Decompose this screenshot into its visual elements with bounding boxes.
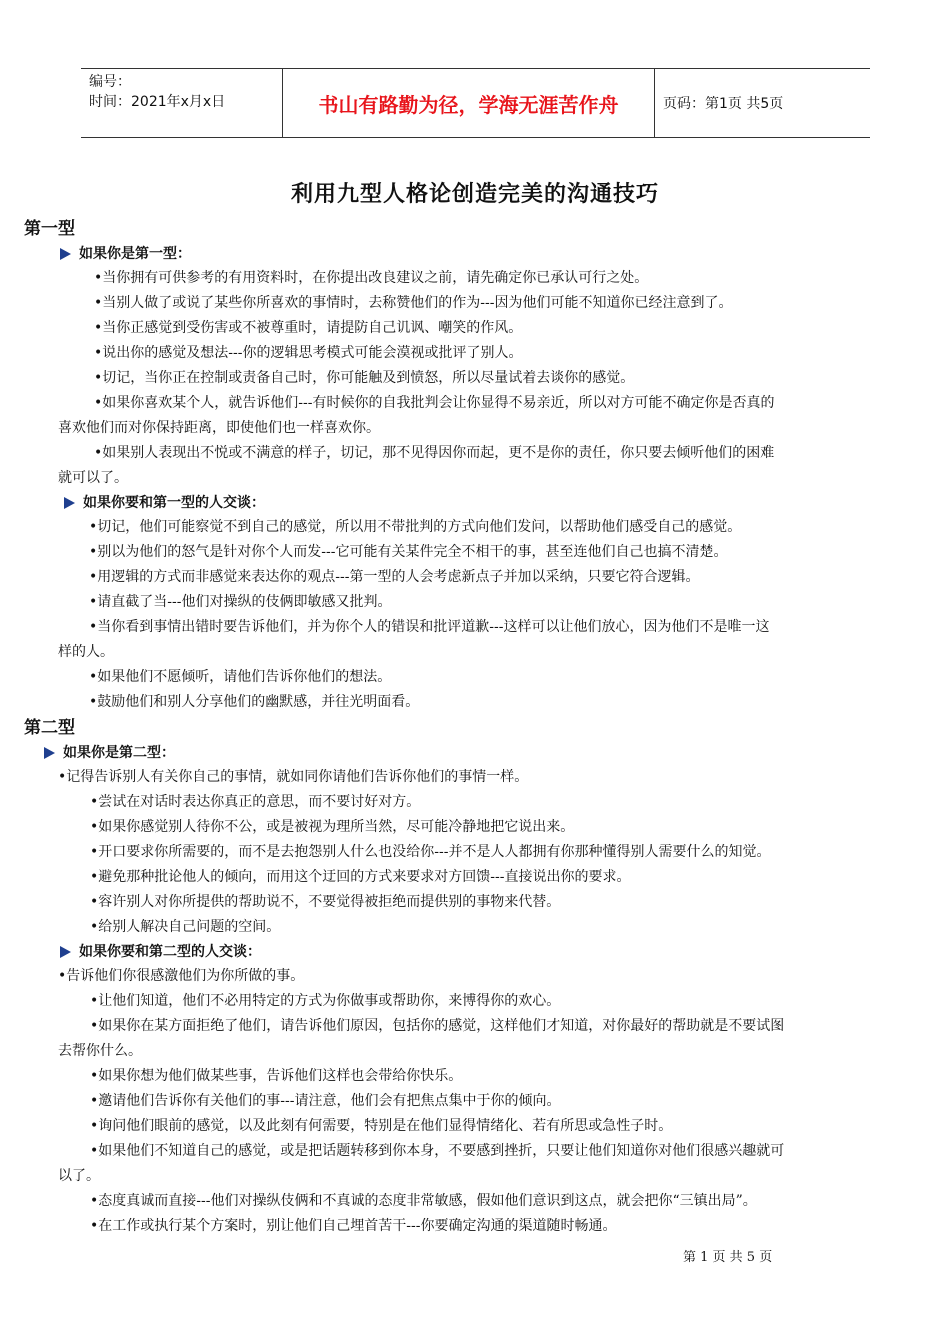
list-item-text: •切记，当你正在控制或责备自己时，你可能触及到愤怒，所以尽量试着去谈你的感觉。: [94, 370, 635, 386]
list-item-text: •如果他们不知道自己的感觉，或是把话题转移到你本身，不要感到挫折，只要让他们知道你对他们很感兴趣就可: [90, 1143, 785, 1159]
document-title: 利用九型人格论创造完美的沟通技巧: [290, 182, 659, 207]
list-item: [0, 1014, 928, 1064]
subsection-label: 如果你是第二型：: [63, 745, 175, 761]
list-item-text: •告诉他们你很感激他们为你所做的事。: [58, 968, 305, 984]
document-date: 时间：2021年x月x日: [89, 94, 226, 110]
subsection-heading: [44, 741, 950, 765]
list-item-text: •当你正感觉到受伤害或不被尊重时，请提防自己讥讽、嘲笑的作风。: [94, 320, 523, 336]
header-meta: [81, 69, 283, 137]
list-item-text: •记得告诉别人有关你自己的事情，就如同你请他们告诉你他们的事情一样。: [58, 769, 529, 785]
list-item-continuation: 以了。: [58, 1168, 100, 1184]
subsection-heading: [64, 491, 950, 515]
header-page-info: 页码：第1页 共5页: [663, 96, 784, 112]
list-item-text: •如果别人表现出不悦或不满意的样子，切记，那不见得因你而起，更不是你的责任，你只要去倾听他们的困难: [94, 445, 775, 461]
list-item-text: •当别人做了或说了某些你所喜欢的事情时，去称赞他们的作为---因为他们可能不知道你已经注意到了。: [94, 295, 733, 311]
list-item-text: •如果你喜欢某个人，就告诉他们---有时候你的自我批判会让你显得不易亲近，所以对方可能不确定你是否真的: [94, 395, 775, 411]
list-item: [0, 540, 928, 565]
list-item: [0, 1114, 928, 1139]
list-item-continuation: 去帮你什么。: [58, 1043, 142, 1059]
section-heading: 第二型: [24, 718, 75, 738]
header-table: [81, 68, 870, 138]
list-item: [0, 391, 928, 441]
list-item-continuation: 就可以了。: [58, 470, 128, 486]
list-item-continuation: 样的人。: [58, 644, 114, 660]
list-item-text: •如果你在某方面拒绝了他们，请告诉他们原因，包括你的感觉，这样他们才知道，对你最好的帮助就是不要试图: [90, 1018, 785, 1034]
list-item-text: •当你看到事情出错时要告诉他们，并为你个人的错误和批评道歉---这样可以让他们放心，因为他们不是唯一这: [89, 619, 770, 635]
list-item-text: •鼓励他们和别人分享他们的幽默感，并往光明面看。: [89, 694, 420, 710]
subsection-heading: [60, 940, 950, 964]
list-item: [0, 865, 928, 890]
list-item-text: •邀请他们告诉你有关他们的事---请注意，他们会有把焦点集中于你的倾向。: [90, 1093, 561, 1109]
list-item-text: •容许别人对你所提供的帮助说不，不要觉得被拒绝而提供别的事物来代替。: [90, 894, 561, 910]
list-item-text: •说出你的感觉及想法---你的逻辑思考模式可能会漠视或批评了别人。: [94, 345, 523, 361]
list-item: [0, 890, 928, 915]
list-item: [0, 565, 928, 590]
section-heading: 第一型: [24, 219, 75, 239]
list-item: [0, 291, 928, 316]
list-item-text: •请直截了当---他们对操纵的伎俩即敏感又批判。: [89, 594, 392, 610]
list-item: [0, 790, 928, 815]
list-item-text: •询问他们眼前的感觉，以及此刻有何需要，特别是在他们显得情绪化、若有所思或急性子时。: [90, 1118, 673, 1134]
list-item: [0, 615, 928, 665]
triangle-bullet-icon: [64, 497, 75, 509]
header-motto: 书山有路勤为径，学海无涯苦作舟: [283, 69, 655, 137]
list-item-text: •态度真诚而直接---他们对操纵伎俩和不真诚的态度非常敏感，假如他们意识到这点，就会把你“三镇出局”。: [90, 1193, 757, 1209]
list-item: [0, 1214, 928, 1239]
list-item-text: •切记，他们可能察觉不到自己的感觉，所以用不带批判的方式向他们发问，以帮助他们感受自己的感觉。: [89, 519, 742, 535]
list-item: [0, 316, 928, 341]
subsection-label: 如果你要和第一型的人交谈：: [83, 495, 265, 511]
list-item: [0, 590, 928, 615]
list-item: [0, 515, 928, 540]
list-item: [0, 1089, 928, 1114]
triangle-bullet-icon: [44, 747, 55, 759]
document-body: [0, 216, 950, 1239]
list-item: [0, 341, 928, 366]
list-item: [0, 1189, 928, 1214]
list-item: [0, 665, 928, 690]
list-item: [0, 266, 928, 291]
list-item-text: •用逻辑的方式而非感觉来表达你的观点---第一型的人会考虑新点子并加以采纳，只要它符合逻辑。: [89, 569, 700, 585]
list-item: [0, 964, 928, 989]
subsection-label: 如果你要和第二型的人交谈：: [79, 944, 261, 960]
list-item-text: •尝试在对话时表达你真正的意思，而不要讨好对方。: [90, 794, 421, 810]
subsection-heading: [60, 242, 950, 266]
list-item-text: •如果你感觉别人待你不公，或是被视为理所当然，尽可能冷静地把它说出来。: [90, 819, 575, 835]
list-item: [0, 915, 928, 940]
list-item-text: •给别人解决自己问题的空间。: [90, 919, 281, 935]
document-number: 编号：: [89, 74, 131, 90]
list-item-text: •避免那种批论他人的倾向，而用这个迂回的方式来要求对方回馈---直接说出你的要求。: [90, 869, 631, 885]
list-item-text: •开口要求你所需要的，而不是去抱怨别人什么也没给你---并不是人人都拥有你那种懂得别人需要什么的知觉。: [90, 844, 771, 860]
list-item: [0, 815, 928, 840]
list-item-text: •如果你想为他们做某些事，告诉他们这样也会带给你快乐。: [90, 1068, 463, 1084]
list-item: [0, 840, 928, 865]
list-item: [0, 765, 928, 790]
subsection-label: 如果你是第一型：: [79, 246, 191, 262]
triangle-bullet-icon: [60, 248, 71, 260]
triangle-bullet-icon: [60, 946, 71, 958]
list-item-continuation: 喜欢他们而对你保持距离，即使他们也一样喜欢你。: [58, 420, 380, 436]
list-item: [0, 989, 928, 1014]
list-item: [0, 366, 928, 391]
list-item: [0, 1139, 928, 1189]
list-item-text: •让他们知道，他们不必用特定的方式为你做事或帮助你，来博得你的欢心。: [90, 993, 561, 1009]
list-item: [0, 441, 928, 491]
list-item-text: •别以为他们的怒气是针对你个人而发---它可能有关某件完全不相干的事，甚至连他们自己也搞不清楚。: [89, 544, 728, 560]
page-footer: 第 1 页 共 5 页: [683, 1250, 773, 1265]
list-item-text: •当你拥有可供参考的有用资料时，在你提出改良建议之前，请先确定你已承认可行之处。: [94, 270, 649, 286]
list-item: [0, 690, 928, 715]
list-item: [0, 1064, 928, 1089]
list-item-text: •在工作或执行某个方案时，别让他们自己埋首苦干---你要确定沟通的渠道随时畅通。: [90, 1218, 617, 1234]
list-item-text: •如果他们不愿倾听，请他们告诉你他们的想法。: [89, 669, 392, 685]
